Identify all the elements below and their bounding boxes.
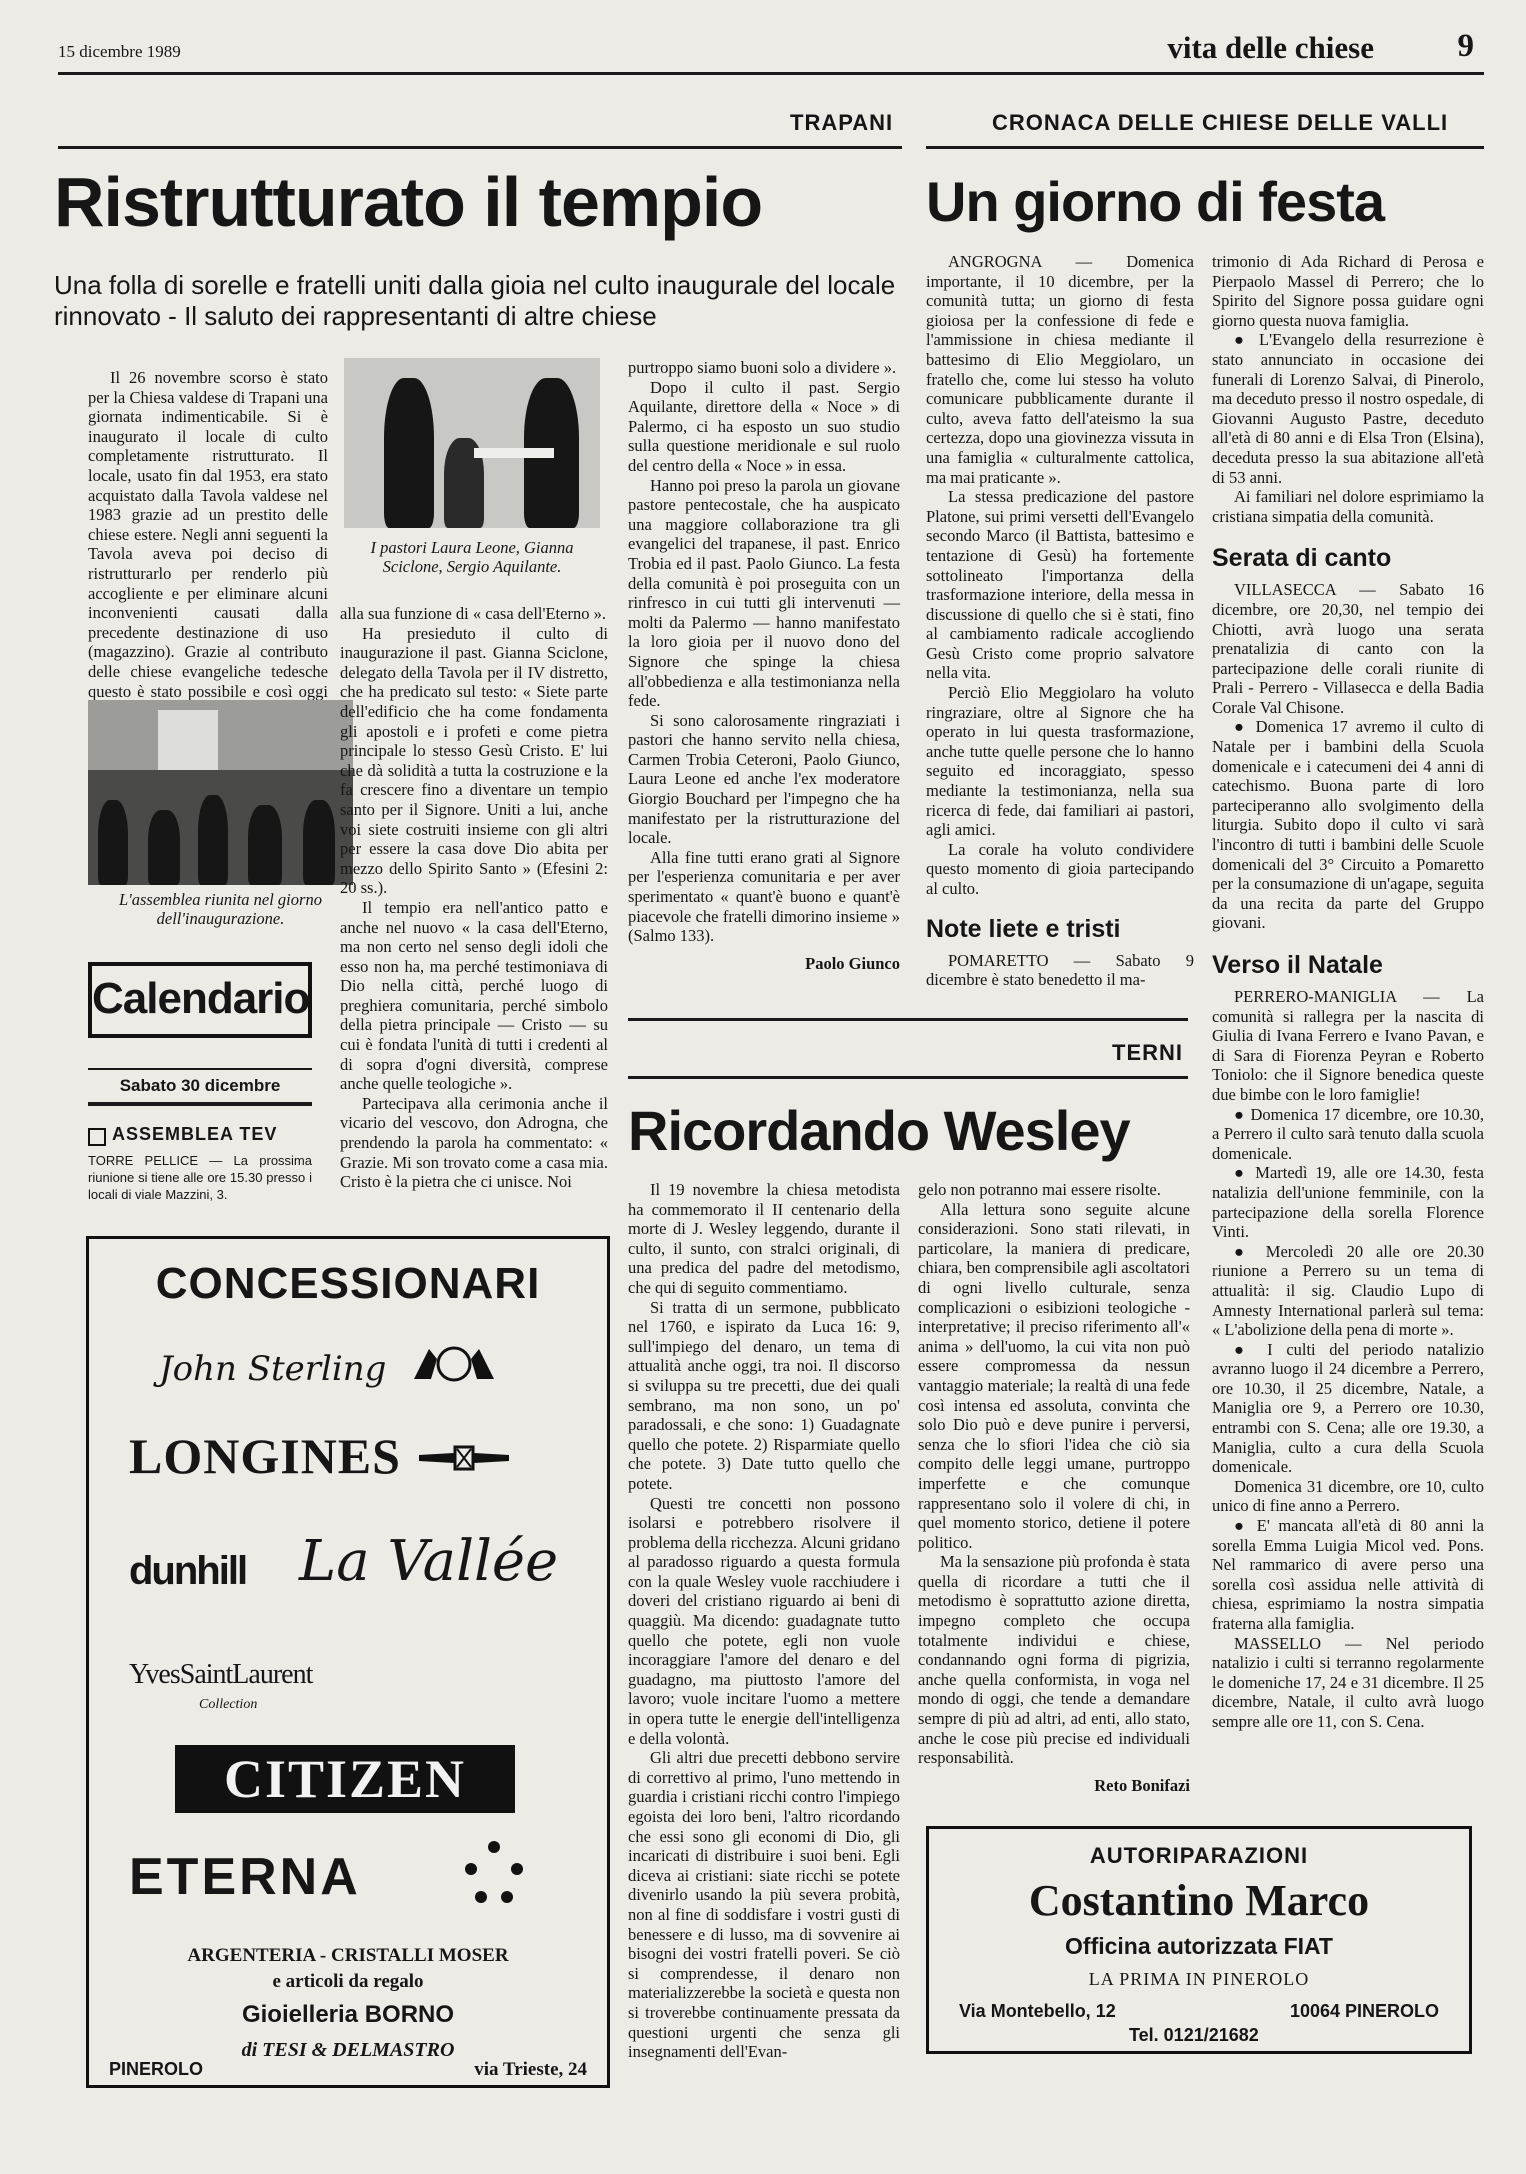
paragraph: ● Mercoledì 20 alle ore 20.30 riunione a Perrero su un tema di attualità: il sig. Claudio Lupo di Amnesty International parlerà sul tema: « L'abolizione della pena di morte ». (1212, 1241, 1484, 1340)
issue-date: 15 dicembre 1989 (58, 42, 181, 61)
terni-col2 (918, 1180, 1190, 1795)
paragraph: ANGROGNA — Domenica importante, il 10 dicembre, per la comunità tutta; un giorno di festa gioiosa per la confessione di fede e l'ammissione in chiesa mediante il battesimo di Elio Meggiolaro, un fratello che, come lui stesso ha voluto comunicare pubblicamente durante il culto, aveva fatto dell'ateismo la sua certezza, dopo una giovinezza vissuta in una famiglia « culturalmente cattolica, ma mai praticante ». (926, 252, 1194, 487)
paragraph: Alla lettura sono seguite alcune considerazioni. Sono stati rilevati, in particolare, la maniera di predicare, chiara, ben comprensibile agli ascoltatori di ogni livello culturale, senza complicazioni o esibizioni teologiche - interpretative; il preciso riferimento all'« anima » dell'uomo, la cui vita non può essere compromessa da nessun vantaggio materiale; la realtà di una fede così intensa ed assoluta, convinta che solo Dio può e deve punire i perversi, senza che lo sfiori l'idea che ciò sia compito delle leggi umane, purtroppo imperfette e che comunque rappresentano solo il volere di chi, in quel momento storico, detiene il potere politico. (918, 1199, 1190, 1552)
paragraph: La stessa predicazione del pastore Platone, sui primi versetti dell'Evangelo secondo Marco (il Battista, battesimo e tentazione di Gesù) ha fortemente sottolineato l'importanza della trasformazione interiore, della messa in discussione di quello che si è stati, fino al cambiamento radicale accogliendo Gesù Cristo come proprio salvatore nella vita. (926, 487, 1194, 683)
paragraph: Hanno poi preso la parola un giovane pastore pentecostale, che ha auspicato una maggiore collaborazione tra gli evangelici del trapanese, il past. Enrico Trobia ed il past. Paolo Giunco. La festa della comunità è poi proseguita con un rinfresco in cui tutti gli intervenuti — molti da Palermo — hanno manifestato la loro gioia per il nuovo dono del Signore che spinge la chiesa all'obbedienza e alla testimonianza nella fede. (628, 475, 900, 711)
valli-rule (926, 146, 1484, 149)
terni-top-rule (628, 1018, 1188, 1021)
calendario-date: Sabato 30 dicembre (119, 1076, 281, 1095)
event-title: ASSEMBLEA TEV (112, 1124, 278, 1144)
garage-subtitle: Officina autorizzata FIAT (1065, 1933, 1333, 1959)
garage-address: Via Montebello, 12 (959, 2001, 1116, 2021)
paragraph: trimonio di Ada Richard di Perosa e Pierpaolo Massel di Perrero; che lo Spirito del Signore possa guidare ogni giorno questa nuova famiglia. (1212, 252, 1484, 330)
paragraph: ● E' mancata all'età di 80 anni la sorella Emma Luigia Micol ved. Pons. Nel rammarico di avere perso una sorella così assidua nelle attività di chiesa, esprimiamo la nostra simpatia fraterna alla famiglia. (1212, 1516, 1484, 1633)
paragraph: alla sua funzione di « casa dell'Eterno ». (340, 604, 606, 623)
paragraph: Gli altri due precetti debbono servire di correttivo al primo, l'uno mettendo in guardia i cristiani ricchi contro l'impiego egoista dei loro beni, l'altro ricordando che essi sono gli economi di Dio, gli incaricati di distribuire i suoi beni. Egli diceva ai cristiani: siate ricchi se potete divenirlo usando la più severa probità, non al fine di soddisfare i vostri gusti di benessere e di lusso, ma di sovvenire ai bisogni dei vostri fratelli poveri. Se ciò si comprendesse, il denaro non materializzerebbe la società e questa non si troverebbe continuamente pressata da questioni urgenti che senza gli insegnamenti dell'Evan- (628, 1748, 900, 2062)
event-text: TORRE PELLICE — La prossima riunione si tiene alle ore 15.30 presso i locali di viale Mazzini, 3. (88, 1153, 312, 1202)
ad-title: CONCESSIONARI (155, 1259, 541, 1308)
valli-col1 (926, 252, 1194, 990)
terni-rule (628, 1076, 1188, 1079)
ad-shop: Gioielleria BORNO (241, 2001, 455, 2028)
terni-headline: Ricordando Wesley (628, 1099, 1130, 1162)
valli-headline: Un giorno di festa (926, 170, 1384, 233)
eterna-dots-icon (459, 1839, 529, 1909)
paragraph: Perciò Elio Meggiolaro ha voluto ringraziare, oltre al Signore che ha operato in lui questa trasformazione, anche tutte quelle persone che lo hanno seguito ed incoraggiato, spesso mediante la testimonianza, nella sua ricerca di fede, dai familiari ai pastori, agli amici. (926, 683, 1194, 840)
brand-john-sterling: John Sterling (159, 1349, 387, 1389)
brand-ysl-sub: Collection (199, 1697, 258, 1712)
horse-emblem-icon (409, 1339, 499, 1389)
ad-owners: di TESI & DELMASTRO (241, 2039, 455, 2061)
ad-address: via Trieste, 24 (474, 2059, 587, 2080)
garage-ad (926, 1826, 1472, 2054)
brand-dunhill: dunhill (129, 1549, 247, 1593)
calendario-rule-thick (88, 1102, 312, 1106)
paragraph: ● Martedì 19, alle ore 14.30, festa natalizia dell'unione femminile, con la partecipazione della sorella Florence Vinti. (1212, 1163, 1484, 1242)
paragraph: Domenica 31 dicembre, ore 10, culto unico di fine anno a Perrero. (1212, 1476, 1484, 1516)
paragraph: ● L'Evangelo della resurrezione è stato annunciato in occasione dei funerali di Lorenzo Salvai, di Pinerolo, ma deceduto presso il nostro ospedale, di Giovanni Augusto Pastre, deceduto all'età di 80 anni e di Elsa Tron (Elsina), deceduta presso la sua abitazione all'età di 53 anni. (1212, 330, 1484, 487)
byline: Paolo Giunco (805, 953, 900, 973)
paragraph: Partecipava alla cerimonia anche il vicario del vescovo, don Adrogna, che prendendo la parola ha commentato: « Grazie. Mi son trovato come a casa mia. Cristo è la pietra che ci unisce. Noi (340, 1093, 608, 1192)
paragraph: Dopo il culto il past. Sergio Aquilante, direttore della « Noce » di Palermo, ci ha esposto un suo studio sulla questione meridionale e sul ruolo del centro della « Noce » in essa. (628, 377, 900, 475)
natale-title: Verso il Natale (1212, 951, 1383, 979)
paragraph: Questi tre concetti non possono isolarsi e potrebbero risolvere il problema della ricchezza. Alcuni gridano al paradosso riguardo a questa formula con la quale Wesley vuole racchiudere i doveri del cristiano riguardo ai beni di quaggiù. Ma dicendo: guadagnate tutto quello che potete, egli non vuole incoraggiare l'amore del denaro e del guadagno, ma piuttosto l'amore del lavoro; vuole incitare l'uomo a mettere in opera tutte le energie dell'intelligenza e della volontà. (628, 1493, 900, 1748)
paragraph: VILLASECCA — Sabato 16 dicembre, ore 20,30, nel tempio dei Chiotti, avrà luogo una serata prenatalizia di canto con la partecipazione delle corali riunite di Prali - Perrero - Villasecca e della Badia Corale Val Chisone. (1212, 580, 1484, 717)
assembly-caption: L'assemblea riunita nel giorno dell'inaugurazione. (119, 890, 322, 928)
garage-title: AUTORIPARAZIONI (1089, 1843, 1309, 1868)
valli-col2 (1212, 252, 1484, 1732)
paragraph: Alla fine tutti erano grati al Signore per l'esperienza comunitaria e per aver sperimentato « quant'è buono e quant'è piacevole che fratelli dimorino insieme » (Salmo 133). (628, 847, 900, 946)
section-terni: TERNI (1112, 1040, 1183, 1065)
trapani-col1 (88, 368, 328, 740)
paragraph: ● I culti del periodo natalizio avranno luogo il 24 dicembre a Perrero, ore 10.30, il 25 dicembre, Natale, a Maniglia ore 9, a Perrero ore 10.30, entrambi con S. Cena; alle ore 19.30, a Maniglia, culto a cura della Scuola domenicale. (1212, 1339, 1484, 1477)
brand-longines: LONGINES (129, 1428, 401, 1484)
pastors-photo (344, 358, 600, 528)
publication-name: vita delle chiese (1167, 30, 1374, 65)
page-number: 9 (1457, 28, 1474, 64)
paragraph: ● Domenica 17 dicembre, ore 10.30, a Perrero il culto sarà tenuto dalla scuola domenicale. (1212, 1104, 1484, 1163)
calendario-box: Calendario (88, 962, 312, 1038)
paragraph: La corale ha voluto condividere questo momento di gioia partecipando al culto. (926, 839, 1194, 898)
trapani-col2 (340, 604, 608, 1192)
brand-la-vallee: La Vallée (299, 1529, 559, 1594)
paragraph: Ma la sensazione più profonda è stata quella di ricordare a tutti che il metodismo è soprattutto azione diretta, impegno completo che occupa totalmente individui e chiese, condannando ogni forma di pigrizia, anche quella conformista, in voga nel mondo di oggi, che tende a demandare sempre di più ad altri, ad enti, allo stato, anche le cose più precise ed individuali responsabilità. (918, 1552, 1190, 1768)
paragraph: Il tempio era nell'antico patto e anche nel nuovo « la casa dell'Eterno, ma non certo nel senso degli idoli che esso non ha, ma perché testimoniava di Dio nella città, perché luogo di preghiera comunitaria, perché simbolo della pietra principale — Cristo — su cui è fondata l'unità di tutti i credenti al di sopra d'ogni diversità, comprese anche quelle teologiche ». (340, 897, 608, 1094)
trapani-col3 (628, 358, 900, 973)
ad-city: PINEROLO (109, 2059, 204, 2079)
winged-hourglass-icon (419, 1443, 509, 1473)
calendario-rule (88, 1068, 312, 1070)
header-rule (58, 72, 1484, 75)
section-valli: CRONACA DELLE CHIESE DELLE VALLI (992, 110, 1449, 135)
paragraph: purtroppo siamo buoni solo a dividere ». (628, 358, 897, 377)
brand-ysl: YvesSaintLaurent (129, 1659, 313, 1690)
brand-eterna: ETERNA (129, 1848, 361, 1906)
ad-line1: ARGENTERIA - CRISTALLI MOSER (187, 1945, 509, 1966)
paragraph: gelo non potranno mai essere risolte. (918, 1180, 1161, 1199)
jewelry-ad (86, 1236, 610, 2088)
paragraph: Il 19 novembre la chiesa metodista ha commemorato il II centenario della morte di J. Wesley leggendo, durante il culto, il sunto, con stralci originali, di una predica del padre del metodismo, che qui di seguito commentiamo. (628, 1180, 900, 1297)
paragraph: POMARETTO — Sabato 9 dicembre è stato benedetto il ma- (926, 950, 1194, 990)
garage-name: Costantino Marco (1028, 1876, 1370, 1925)
byline: Reto Bonifazi (1094, 1775, 1190, 1795)
section-trapani: TRAPANI (790, 110, 894, 135)
garage-slogan: LA PRIMA IN PINEROLO (1088, 1969, 1310, 1989)
paragraph: ● Domenica 17 avremo il culto di Natale per i bambini della Scuola domenicale e i catecumeni dei 4 anni di catechismo. Buona parte di loro parteciperanno allo svolgimento della liturgia. Subito dopo il culto vi sarà l'incontro di tutti i bambini delle Scuole domenicali del 3° Circuito a Pomaretto per la consumazione di un'agape, seguita da una recita da parte del Gruppo giovani. (1212, 717, 1484, 933)
garage-city: 10064 PINEROLO (1289, 2001, 1439, 2021)
paragraph: Si tratta di un sermone, pubblicato nel 1760, e ispirato da Luca 16: 9, sull'impiego del denaro, un tema di attualità anche oggi, tra noi. Il discorso si sviluppa su tre precetti, due dei quali sembrano, ma non sono, un po' paradossali, e che sono: 1) Guadagnate quello che potete. 2) Risparmiate quello che potete. 3) Date tutto quello che potete. (628, 1297, 900, 1493)
paragraph: PERRERO-MANIGLIA — La comunità si rallegra per la nascita di Giulia di Ivana Ferrero e Ivano Pavan, e di Sara di Fiorenza Peyran e Roberto Toniolo: che il Signore benedica queste due bimbe con le loro famiglie! (1212, 987, 1484, 1104)
paragraph: Si sono calorosamente ringraziati i pastori che hanno servito nella chiesa, Carmen Trobia Ceteroni, Paolo Giunco, Laura Leone ed anche l'ex moderatore Giorgio Bouchard per l'impegno che ha manifestato per la ristrutturazione del locale. (628, 710, 900, 848)
ad-line2: e articoli da regalo (272, 1971, 424, 1992)
paragraph: Ai familiari nel dolore esprimiamo la cristiana simpatia della comunità. (1212, 487, 1484, 526)
assembly-photo (88, 700, 353, 885)
paragraph: Il 26 novembre scorso è stato per la Chiesa valdese di Trapani una giornata indimenticabile. Si è inaugurato il locale di culto completamente ristrutturato. Il locale, usato fin dal 1953, era stato acquistato dalla Tavola valdese nel 1983 grazie ad un prestito delle chiese estere. Negli anni seguenti la Tavola aveva poi deciso di ristrutturarlo per renderlo più accogliente e per eliminare alcuni inconvenienti causati dalla precedente destinazione di uso (magazzino). Grazie al contributo delle chiese evangeliche tedesche questo è stato possibile e così oggi (88, 368, 328, 701)
serata-title: Serata di canto (1212, 544, 1392, 573)
garage-phone: Tel. 0121/21682 (1129, 2025, 1259, 2045)
paragraph: Ha presieduto il culto di inaugurazione il past. Gianna Sciclone, delegato della Tavola per il IV distretto, che ha predicato sul testo: « Siete parte dell'edificio che ha come fondamenta gli apostoli e i profeti e come pietra principale lo stesso Gesù Cristo. E' lui che dà solidità a tutta la costruzione e la fa crescere fino a diventare un tempio santo per il Signore. Uniti a lui, anche voi siete costruiti insieme con gli altri per essere la casa dove Dio abita per mezzo dello Spirito Santo » (Efesini 2: 20 ss.). (340, 623, 608, 898)
trapani-deck: Una folla di sorelle e fratelli uniti dalla gioia nel culto inaugurale del locale rinnovato - Il saluto dei rappresentanti di altre chiese (54, 270, 896, 331)
trapani-headline: Ristrutturato il tempio (54, 163, 763, 241)
terni-col1 (628, 1180, 900, 2062)
brand-citizen: CITIZEN (175, 1745, 515, 1813)
pastors-caption: I pastori Laura Leone, Gianna Sciclone, Sergio Aquilante. (370, 538, 574, 576)
note-title: Note liete e tristi (926, 914, 1121, 943)
trapani-rule (58, 146, 902, 149)
paragraph: MASSELLO — Nel periodo natalizio i culti si terranno regolarmente le domeniche 17, 24 e 31 dicembre. Il 25 dicembre, Natale, il culto avrà luogo sempre alle ore 11, con S. Cena. (1212, 1633, 1484, 1731)
checkbox-icon (88, 1128, 106, 1146)
